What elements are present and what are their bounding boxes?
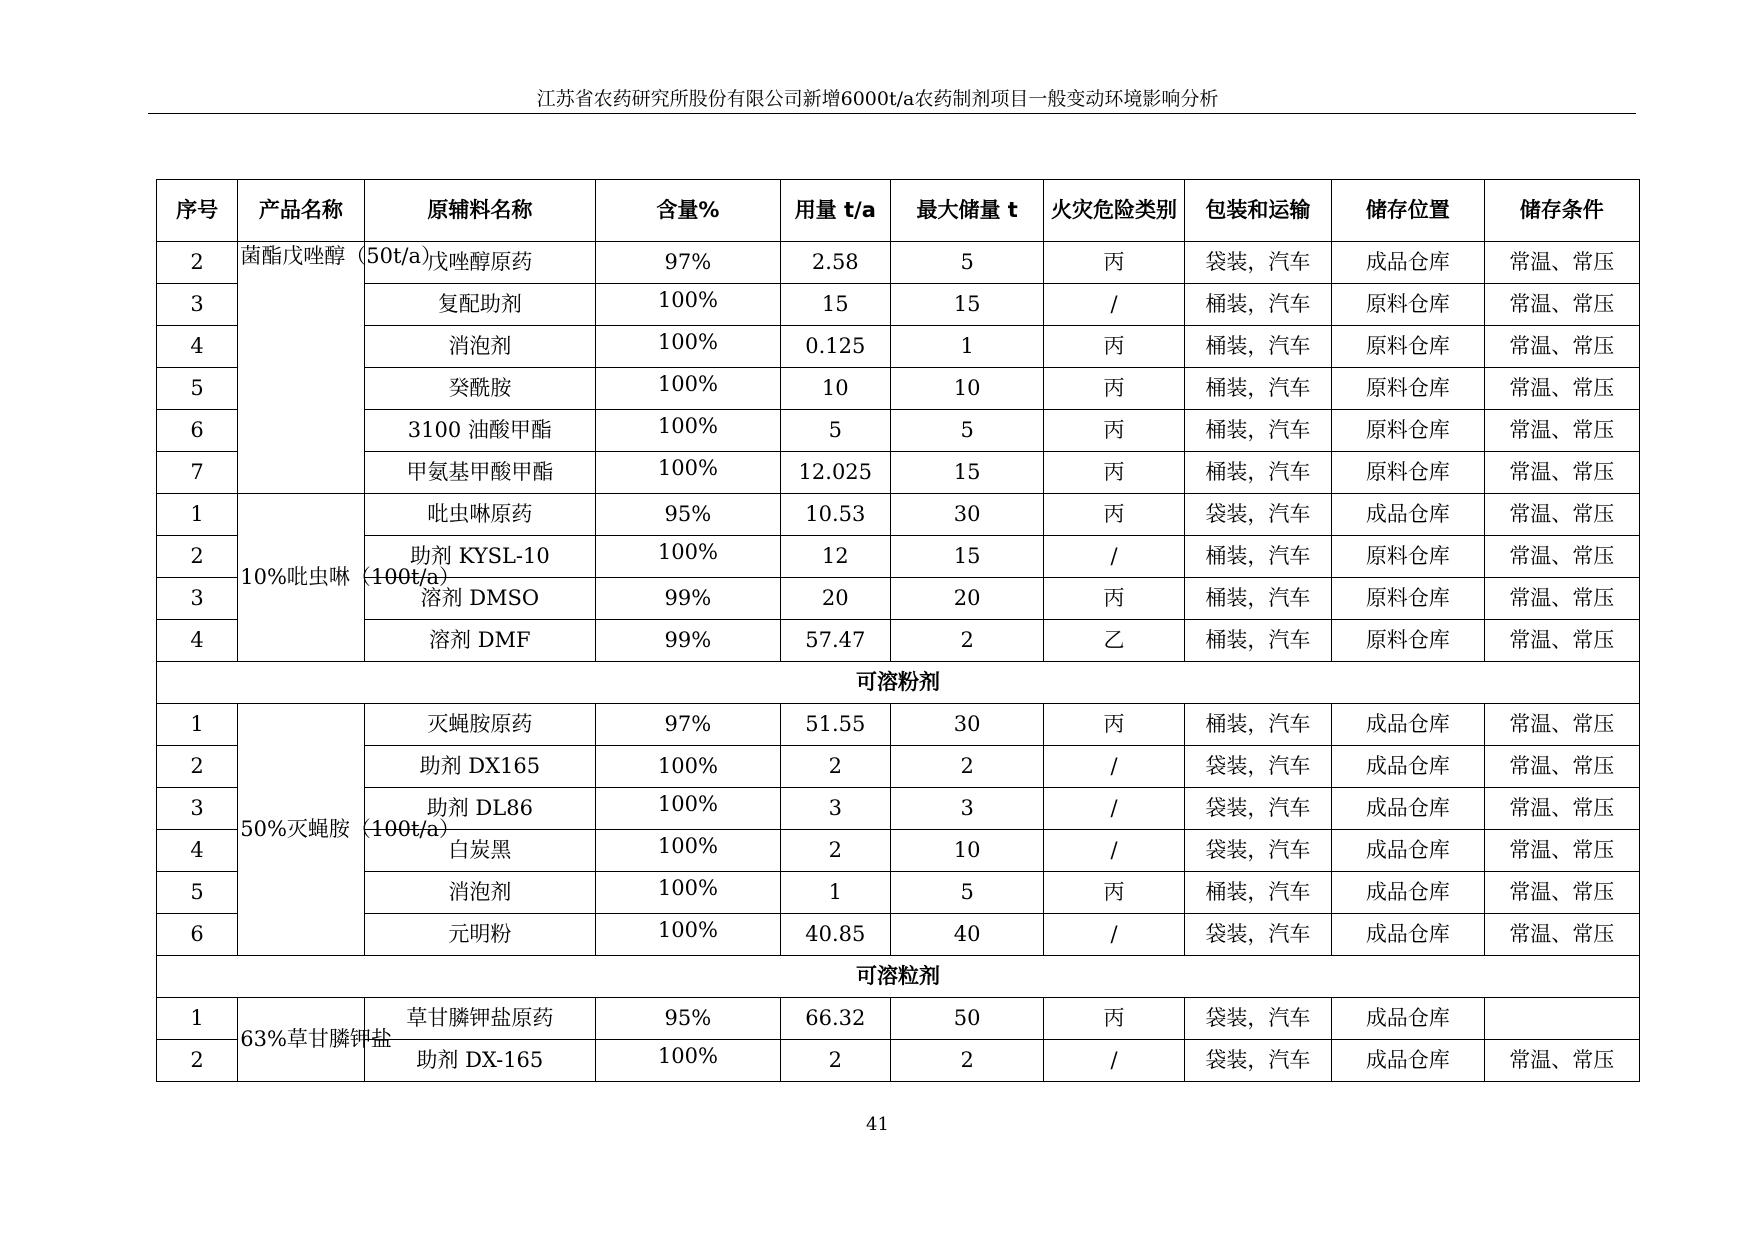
cell-material: 消泡剂	[364, 872, 596, 914]
header-divider	[148, 113, 1636, 114]
cell-condition: 常温、常压	[1484, 914, 1639, 956]
cell-packaging: 桶装，汽车	[1184, 284, 1331, 326]
cell-material: 助剂 DX165	[364, 746, 596, 788]
cell-content: 100%	[596, 1040, 780, 1082]
cell-condition: 常温、常压	[1484, 704, 1639, 746]
column-header-fire-class: 火灾危险类别	[1044, 180, 1184, 242]
table-row	[157, 704, 1640, 746]
cell-packaging: 袋装，汽车	[1184, 494, 1331, 536]
cell-no: 3	[157, 788, 238, 830]
cell-packaging: 桶装，汽车	[1184, 452, 1331, 494]
cell-max-storage: 1	[890, 326, 1043, 368]
cell-fire-class: /	[1044, 284, 1184, 326]
cell-condition: 常温、常压	[1484, 872, 1639, 914]
cell-usage: 15	[780, 284, 890, 326]
cell-fire-class: 丙	[1044, 578, 1184, 620]
cell-no: 3	[157, 284, 238, 326]
cell-no: 1	[157, 494, 238, 536]
cell-condition: 常温、常压	[1484, 788, 1639, 830]
cell-no: 2	[157, 1040, 238, 1082]
cell-location: 原料仓库	[1332, 452, 1484, 494]
cell-location: 原料仓库	[1332, 578, 1484, 620]
cell-usage: 66.32	[780, 998, 890, 1040]
cell-material: 消泡剂	[364, 326, 596, 368]
cell-location: 成品仓库	[1332, 242, 1484, 284]
column-header-material: 原辅料名称	[364, 180, 596, 242]
cell-max-storage: 2	[890, 1040, 1043, 1082]
cell-usage: 57.47	[780, 620, 890, 662]
cell-no: 3	[157, 578, 238, 620]
cell-content: 100%	[596, 872, 780, 914]
cell-content: 100%	[596, 914, 780, 956]
cell-material: 溶剂 DMSO	[364, 578, 596, 620]
cell-product: 10%吡虫啉（100t/a）	[238, 494, 364, 662]
cell-fire-class: 丙	[1044, 998, 1184, 1040]
cell-content: 100%	[596, 284, 780, 326]
cell-usage: 20	[780, 578, 890, 620]
cell-condition: 常温、常压	[1484, 494, 1639, 536]
cell-max-storage: 10	[890, 368, 1043, 410]
table-row	[157, 914, 1640, 956]
cell-fire-class: 丙	[1044, 452, 1184, 494]
cell-max-storage: 2	[890, 620, 1043, 662]
cell-location: 成品仓库	[1332, 746, 1484, 788]
cell-condition: 常温、常压	[1484, 410, 1639, 452]
cell-max-storage: 15	[890, 536, 1043, 578]
cell-packaging: 桶装，汽车	[1184, 578, 1331, 620]
cell-location: 成品仓库	[1332, 914, 1484, 956]
cell-location: 成品仓库	[1332, 1040, 1484, 1082]
cell-no: 4	[157, 830, 238, 872]
cell-no: 2	[157, 536, 238, 578]
cell-fire-class: 丙	[1044, 410, 1184, 452]
cell-location: 成品仓库	[1332, 704, 1484, 746]
cell-location: 原料仓库	[1332, 410, 1484, 452]
cell-material: 助剂 DL86	[364, 788, 596, 830]
table-row	[157, 326, 1640, 368]
cell-content: 100%	[596, 536, 780, 578]
cell-max-storage: 30	[890, 494, 1043, 536]
cell-max-storage: 50	[890, 998, 1043, 1040]
table-row	[157, 242, 1640, 284]
cell-usage: 1	[780, 872, 890, 914]
cell-location: 成品仓库	[1332, 494, 1484, 536]
cell-material: 甲氨基甲酸甲酯	[364, 452, 596, 494]
cell-location: 成品仓库	[1332, 872, 1484, 914]
table-row	[157, 410, 1640, 452]
table-row	[157, 620, 1640, 662]
cell-product: 菌酯戊唑醇（50t/a）	[238, 242, 364, 494]
cell-max-storage: 5	[890, 242, 1043, 284]
cell-fire-class: 乙	[1044, 620, 1184, 662]
cell-usage: 10	[780, 368, 890, 410]
table-row	[157, 998, 1640, 1040]
cell-fire-class: /	[1044, 746, 1184, 788]
cell-no: 5	[157, 872, 238, 914]
page-number: 41	[866, 1114, 889, 1135]
cell-max-storage: 2	[890, 746, 1043, 788]
cell-condition: 常温、常压	[1484, 746, 1639, 788]
cell-no: 1	[157, 998, 238, 1040]
cell-material: 戊唑醇原药	[364, 242, 596, 284]
cell-location: 原料仓库	[1332, 326, 1484, 368]
column-header-max-storage: 最大储量 t	[890, 180, 1043, 242]
cell-location: 原料仓库	[1332, 368, 1484, 410]
column-header-location: 储存位置	[1332, 180, 1484, 242]
cell-material: 白炭黑	[364, 830, 596, 872]
section-title-soluble-granule: 可溶粒剂	[157, 956, 1640, 998]
cell-condition: 常温、常压	[1484, 830, 1639, 872]
cell-fire-class: 丙	[1044, 368, 1184, 410]
cell-packaging: 桶装，汽车	[1184, 368, 1331, 410]
cell-material: 溶剂 DMF	[364, 620, 596, 662]
cell-fire-class: /	[1044, 788, 1184, 830]
cell-usage: 10.53	[780, 494, 890, 536]
cell-location: 成品仓库	[1332, 830, 1484, 872]
section-row-soluble-granule	[157, 956, 1640, 998]
cell-content: 99%	[596, 578, 780, 620]
cell-packaging: 桶装，汽车	[1184, 410, 1331, 452]
cell-material: 助剂 KYSL-10	[364, 536, 596, 578]
cell-product: 50%灭蝇胺（100t/a）	[238, 704, 364, 956]
cell-max-storage: 40	[890, 914, 1043, 956]
cell-fire-class: /	[1044, 914, 1184, 956]
column-header-product: 产品名称	[238, 180, 364, 242]
cell-fire-class: 丙	[1044, 494, 1184, 536]
cell-material: 癸酰胺	[364, 368, 596, 410]
cell-content: 97%	[596, 704, 780, 746]
cell-condition	[1484, 998, 1639, 1040]
cell-content: 100%	[596, 830, 780, 872]
cell-max-storage: 30	[890, 704, 1043, 746]
cell-packaging: 袋装，汽车	[1184, 242, 1331, 284]
cell-condition: 常温、常压	[1484, 536, 1639, 578]
cell-packaging: 袋装，汽车	[1184, 1040, 1331, 1082]
cell-max-storage: 15	[890, 284, 1043, 326]
cell-content: 100%	[596, 452, 780, 494]
column-header-content: 含量%	[596, 180, 780, 242]
cell-location: 原料仓库	[1332, 536, 1484, 578]
cell-max-storage: 5	[890, 410, 1043, 452]
table-row	[157, 494, 1640, 536]
table-row	[157, 872, 1640, 914]
cell-max-storage: 20	[890, 578, 1043, 620]
cell-packaging: 桶装，汽车	[1184, 536, 1331, 578]
cell-fire-class: /	[1044, 1040, 1184, 1082]
table-row	[157, 746, 1640, 788]
cell-no: 5	[157, 368, 238, 410]
cell-packaging: 袋装，汽车	[1184, 998, 1331, 1040]
cell-material: 吡虫啉原药	[364, 494, 596, 536]
cell-no: 4	[157, 620, 238, 662]
cell-usage: 3	[780, 788, 890, 830]
cell-max-storage: 10	[890, 830, 1043, 872]
cell-location: 原料仓库	[1332, 620, 1484, 662]
section-title-soluble-powder: 可溶粉剂	[157, 662, 1640, 704]
cell-fire-class: /	[1044, 536, 1184, 578]
cell-usage: 0.125	[780, 326, 890, 368]
cell-material: 助剂 DX-165	[364, 1040, 596, 1082]
cell-fire-class: /	[1044, 830, 1184, 872]
cell-location: 成品仓库	[1332, 998, 1484, 1040]
cell-condition: 常温、常压	[1484, 452, 1639, 494]
table-header-row	[157, 180, 1640, 242]
cell-condition: 常温、常压	[1484, 578, 1639, 620]
cell-packaging: 袋装，汽车	[1184, 830, 1331, 872]
cell-usage: 40.85	[780, 914, 890, 956]
cell-max-storage: 3	[890, 788, 1043, 830]
column-header-no: 序号	[157, 180, 238, 242]
cell-condition: 常温、常压	[1484, 368, 1639, 410]
cell-material: 元明粉	[364, 914, 596, 956]
cell-no: 2	[157, 746, 238, 788]
cell-usage: 2	[780, 830, 890, 872]
cell-usage: 2	[780, 746, 890, 788]
cell-fire-class: 丙	[1044, 704, 1184, 746]
cell-usage: 12	[780, 536, 890, 578]
cell-fire-class: 丙	[1044, 242, 1184, 284]
cell-content: 100%	[596, 326, 780, 368]
cell-no: 2	[157, 242, 238, 284]
column-header-packaging: 包装和运输	[1184, 180, 1331, 242]
cell-material: 草甘膦钾盐原药	[364, 998, 596, 1040]
cell-content: 95%	[596, 494, 780, 536]
cell-no: 7	[157, 452, 238, 494]
cell-max-storage: 15	[890, 452, 1043, 494]
cell-usage: 2	[780, 1040, 890, 1082]
cell-packaging: 袋装，汽车	[1184, 746, 1331, 788]
cell-content: 100%	[596, 746, 780, 788]
cell-content: 97%	[596, 242, 780, 284]
cell-usage: 12.025	[780, 452, 890, 494]
cell-condition: 常温、常压	[1484, 620, 1639, 662]
cell-condition: 常温、常压	[1484, 242, 1639, 284]
cell-packaging: 桶装，汽车	[1184, 326, 1331, 368]
cell-usage: 5	[780, 410, 890, 452]
cell-material: 灭蝇胺原药	[364, 704, 596, 746]
cell-fire-class: 丙	[1044, 326, 1184, 368]
cell-content: 100%	[596, 788, 780, 830]
cell-location: 原料仓库	[1332, 284, 1484, 326]
cell-no: 6	[157, 914, 238, 956]
cell-content: 100%	[596, 410, 780, 452]
document-header-title: 江苏省农药研究所股份有限公司新增6000t/a农药制剂项目一般变动环境影响分析	[536, 88, 1219, 110]
cell-location: 成品仓库	[1332, 788, 1484, 830]
cell-max-storage: 5	[890, 872, 1043, 914]
cell-packaging: 袋装，汽车	[1184, 914, 1331, 956]
section-row-soluble-powder	[157, 662, 1640, 704]
cell-usage: 51.55	[780, 704, 890, 746]
cell-packaging: 桶装，汽车	[1184, 872, 1331, 914]
cell-condition: 常温、常压	[1484, 326, 1639, 368]
cell-packaging: 袋装，汽车	[1184, 788, 1331, 830]
cell-content: 100%	[596, 368, 780, 410]
cell-fire-class: 丙	[1044, 872, 1184, 914]
cell-condition: 常温、常压	[1484, 1040, 1639, 1082]
cell-no: 1	[157, 704, 238, 746]
cell-packaging: 桶装，汽车	[1184, 704, 1331, 746]
cell-product: 63%草甘膦钾盐	[238, 998, 364, 1082]
table-row	[157, 368, 1640, 410]
cell-condition: 常温、常压	[1484, 284, 1639, 326]
cell-content: 95%	[596, 998, 780, 1040]
cell-no: 6	[157, 410, 238, 452]
cell-material: 复配助剂	[364, 284, 596, 326]
column-header-condition: 储存条件	[1484, 180, 1639, 242]
table-row	[157, 284, 1640, 326]
cell-material: 3100 油酸甲酯	[364, 410, 596, 452]
cell-no: 4	[157, 326, 238, 368]
cell-content: 99%	[596, 620, 780, 662]
raw-materials-table	[156, 179, 1640, 1082]
table-row	[157, 452, 1640, 494]
cell-usage: 2.58	[780, 242, 890, 284]
cell-packaging: 桶装，汽车	[1184, 620, 1331, 662]
column-header-usage: 用量 t/a	[780, 180, 890, 242]
